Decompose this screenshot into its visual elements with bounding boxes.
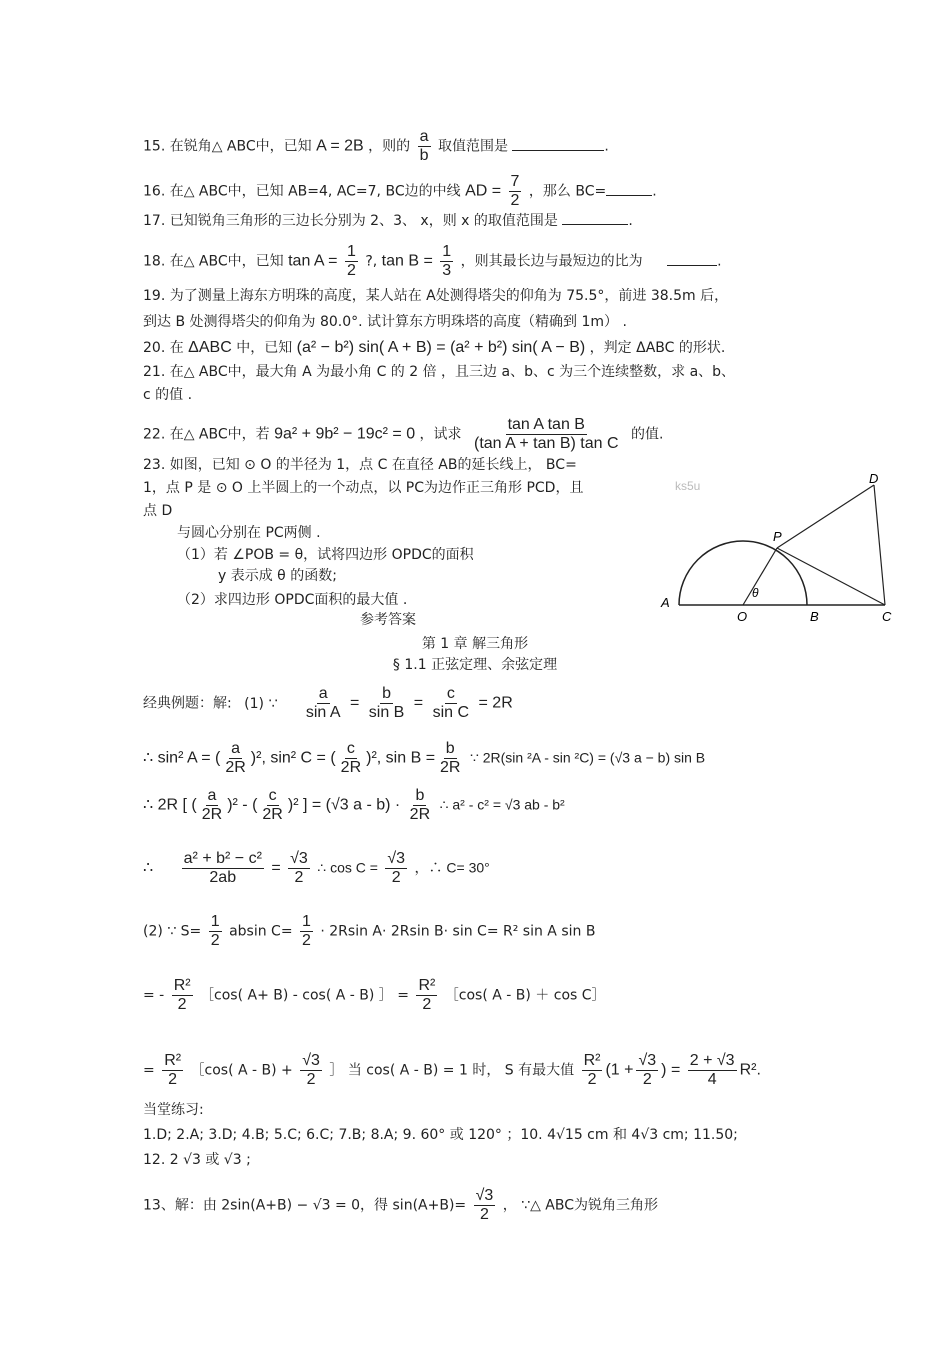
solution-row-2: ∴ sin² A = ( $\frac{a}{2R}$ )², sin² C = ( $\frac{c}{2R}$ )², sin B = $\frac{b}{2R}$ ∵ 2R(sin ²A - sin ²C) = (√3 a − b) sin B: [143, 740, 706, 776]
practice-title: 当堂练习:: [143, 1102, 204, 1118]
solution-row-6: = - $\frac{\text{R²}}{2}$ ［cos( A+ B) - cos( A - B) ］ = $\frac{\text{R²}}{2}$ ［cos( A - B) ＋ cos C］: [143, 977, 606, 1013]
answers-heading: 参考答案: [360, 612, 416, 628]
label-B: B: [810, 609, 819, 624]
label-D: D: [869, 471, 879, 486]
problem-15: 15. 在锐角△ ABC中，已知 A = 2B ，则的 $\frac{a}{b}$ 取值范围是 .: [143, 128, 609, 164]
chapter-heading: 第 1 章 解三角形: [421, 636, 529, 652]
label-theta: θ: [752, 586, 759, 600]
problem-18: 18. 在△ ABC中，已知 tan A = $\frac{1}{2}$ ?, tan B = $\frac{1}{3}$ ，则其最长边与最短边的比为 .: [143, 243, 722, 279]
geometry-figure: [655, 465, 905, 630]
solution-row-1: 经典例题：解: (1) ∵ $\frac{a}{\text{sin A}}$ = $\frac{b}{\text{sin B}}$ = $\frac{c}{\text{sin C}}$ = 2R: [143, 685, 513, 721]
solution-row-5: (2) ∵ S= $\frac{1}{2}$ absin C= $\frac{1}{2}$ · 2Rsin A· 2Rsin B· sin C= R² sin A sin B: [143, 913, 596, 949]
line-PD: [777, 485, 874, 548]
problem-21-line2: c 的值 .: [143, 387, 193, 403]
answer-blank: [606, 195, 652, 196]
problem-20: 20. 在 ΔABC 中，已知 (a² − b²) sin( A + B) = (a² + b²) sin( A − B) ，判定 ΔABC 的形状.: [143, 339, 726, 356]
answer-blank: [562, 224, 628, 225]
problem-23-line2: 1，点 P 是 ⊙ O 上半圆上的一个动点，以 PC为边作正三角形 PCD，且: [143, 480, 584, 496]
problem-23-sub1a: （1）若 ∠POB = θ，试将四边形 OPDC的面积: [177, 547, 474, 563]
watermark: ks5u: [675, 479, 701, 493]
problem-17: 17. 已知锐角三角形的三边长分别为 2、3、 x，则 x 的取值范围是 .: [143, 213, 633, 229]
problem-22: 22. 在△ ABC中，若 9a² + 9b² − 19c² = 0 ，试求 $\frac{\text{tan A tan B}}{\text{(tan A + tan B) tan C}}$ 的值.: [143, 416, 664, 452]
semicircle: [679, 541, 807, 605]
line-PC: [777, 548, 885, 605]
problem-23-line4: 与圆心分别在 PC两侧 .: [177, 525, 321, 541]
practice-problem-13: 13、解：由 2sin(A+B) − √3 = 0，得 sin(A+B)= $\frac{√3}{2}$ ， ∵△ ABC为锐角三角形: [143, 1187, 659, 1223]
label-C: C: [882, 609, 892, 624]
problem-23-sub2: （2）求四边形 OPDC面积的最大值 .: [177, 592, 408, 608]
solution-row-3: ∴ 2R [ ( $\frac{a}{2R}$ )² - ( $\frac{c}{2R}$ )² ] = (√3 a - b) · $\frac{b}{2R}$ ∴ a² - c² = √3 ab - b²: [143, 787, 565, 823]
solution-row-4: ∴ $\frac{\text{a² + b² − c²}}{2ab}$ = $\frac{√3}{2}$ ∴ cos C = $\frac{√3}{2}$ ，∴ C= 30°: [143, 850, 490, 886]
section-heading: § 1.1 正弦定理、余弦定理: [392, 657, 558, 673]
label-O: O: [737, 609, 748, 624]
answer-blank: [667, 265, 717, 266]
problem-19-line1: 19. 为了测量上海东方明珠的高度，某人站在 A处测得塔尖的仰角为 75.5°，前进 38.5m 后，: [143, 288, 729, 304]
label-P: P: [773, 529, 782, 544]
practice-answers-line2: 12. 2 √3 或 √3 ;: [143, 1152, 251, 1168]
line-OP: [743, 548, 777, 605]
problem-number: 15.: [143, 138, 166, 155]
problem-23-sub1b: y 表示成 θ 的函数;: [218, 568, 337, 584]
line-DC: [874, 485, 885, 605]
label-A: A: [661, 595, 670, 610]
problem-19-line2: 到达 B 处测得塔尖的仰角为 80.0°. 试计算东方明珠塔的高度（精确到 1m） .: [143, 314, 627, 330]
solution-row-7: = $\frac{\text{R²}}{2}$ ［cos( A - B) + $\frac{√3}{2}$ ］ 当 cos( A - B) = 1 时， S 有最大值 $\frac{\text{R²}}{2}$ (1 + $\frac{√3}{2}$ ) = $\frac{2 + √3}{4}$ R².: [143, 1052, 761, 1088]
problem-23-line3: 点 D: [143, 503, 173, 519]
problem-16: 16. 在△ ABC中，已知 AB=4, AC=7, BC边的中线 AD = $\frac{7}{2}$ ，那么 BC= .: [143, 173, 657, 209]
practice-answers-line1: 1.D; 2.A; 3.D; 4.B; 5.C; 6.C; 7.B; 8.A; 9. 60° 或 120° ；10. 4√15 cm 和 4√3 cm; 11.50;: [143, 1127, 738, 1143]
problem-23-line1: 23. 如图，已知 ⊙ O 的半径为 1，点 C 在直径 AB的延长线上， BC=: [143, 457, 577, 473]
fraction-a-over-b: $\frac{a}{b}$: [419, 128, 429, 164]
problem-21-line1: 21. 在△ ABC中，最大角 A 为最小角 C 的 2 倍 ，且三边 a、b、c 为三个连续整数，求 a、b、: [143, 364, 736, 380]
answer-blank: [512, 150, 604, 151]
